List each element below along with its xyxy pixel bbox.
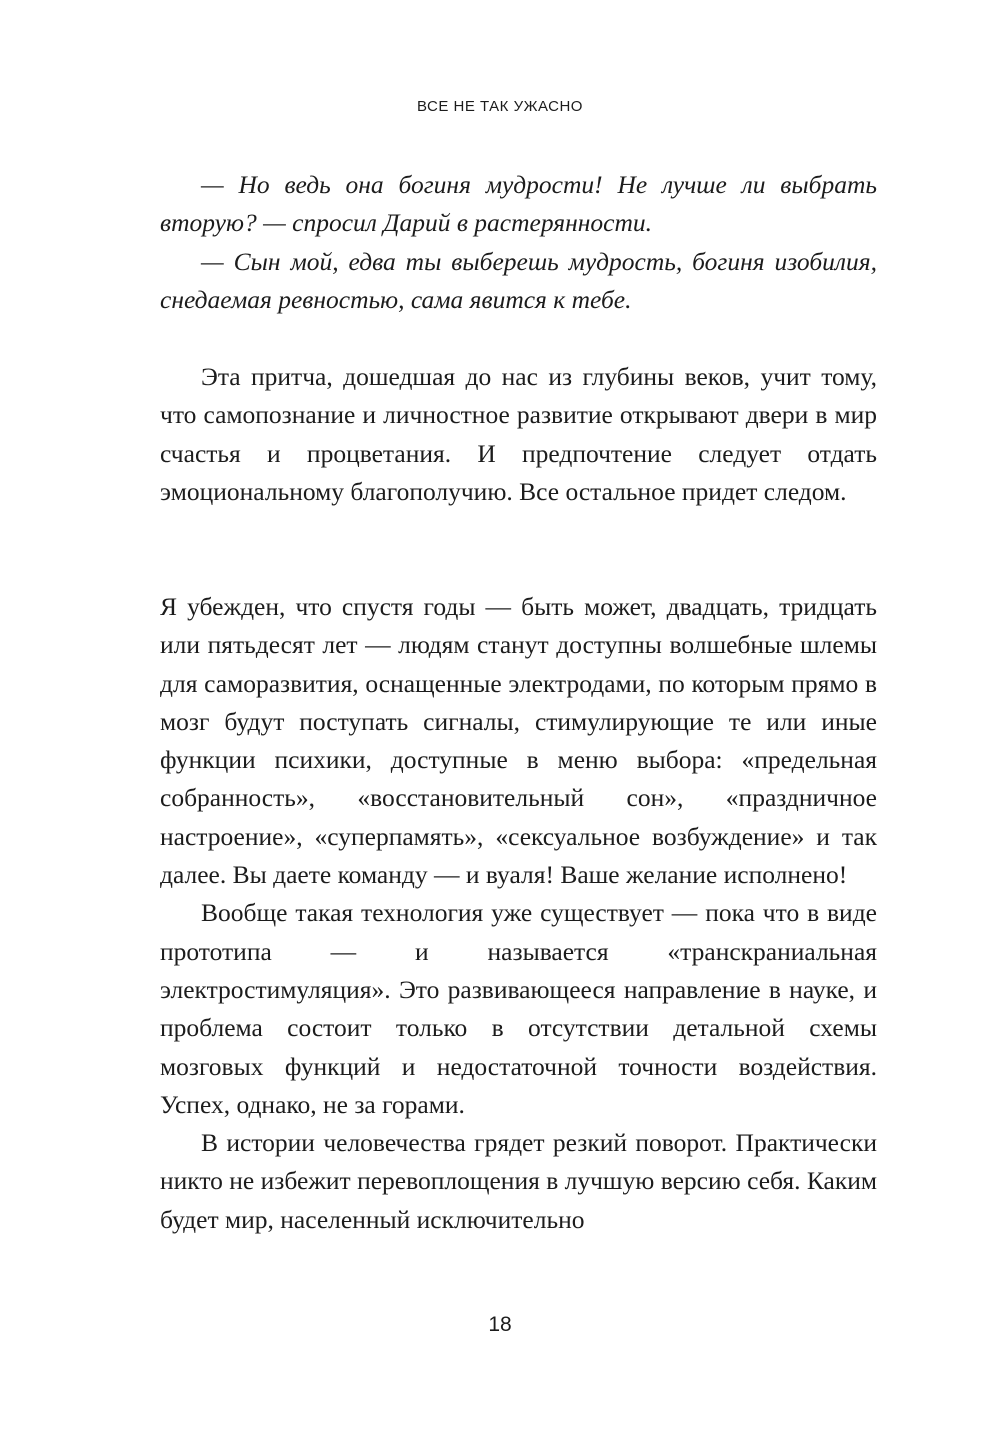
dialogue-block <box>160 166 877 319</box>
running-header: ВСЕ НЕ ТАК УЖАСНО <box>417 98 583 115</box>
moral-paragraph: Эта притча, дошедшая до нас из глубины веков, учит тому, что самопознание и личностное развитие открывают двери в мир счастья и процветания. И предпочтение следует отдать эмоциональному благополучию. Все остальное придет следом. <box>160 362 877 506</box>
body-paragraph: Я убежден, что спустя годы — быть может, двадцать, тридцать или пятьдесят лет — людям станут доступны волшебные шлемы для саморазвития, оснащенные электродами, по которым прямо в мозг будут поступать сигналы, стимулирующие те или иные функции психики, доступные в меню выбора: «предельная собранность», «восстановительный сон», «праздничное настроение», «суперпамять», «сексуальное возбуждение» и так далее. Вы даете команду — и вуаля! Ваше желание исполнено! <box>160 592 877 890</box>
main-text-block <box>160 588 877 1239</box>
body-paragraph: В истории человечества грядет резкий поворот. Практически никто не избежит перевоплощения в лучшую версию себя. Каким будет мир, населенный исключительно <box>160 1128 878 1234</box>
page-number: 18 <box>488 1313 512 1336</box>
moral-block <box>160 358 877 511</box>
dialogue-line: — Сын мой, едва ты выберешь мудрость, богиня изобилия, снедаемая ревностью, сама явится к тебе. <box>160 246 877 314</box>
body-paragraph: Вообще такая технология уже существует — пока что в виде прототипа — и называется «транскраниальная электростимуляция». Это развивающееся направление в науке, и проблема состоит только в отсутствии детальной схемы мозговых функций и недостаточной точности воздействия. Успех, однако, не за горами. <box>160 898 877 1119</box>
dialogue-line: — Но ведь она богиня мудрости! Не лучше ли выбрать вторую? — спросил Дарий в растерянности. <box>160 170 877 238</box>
